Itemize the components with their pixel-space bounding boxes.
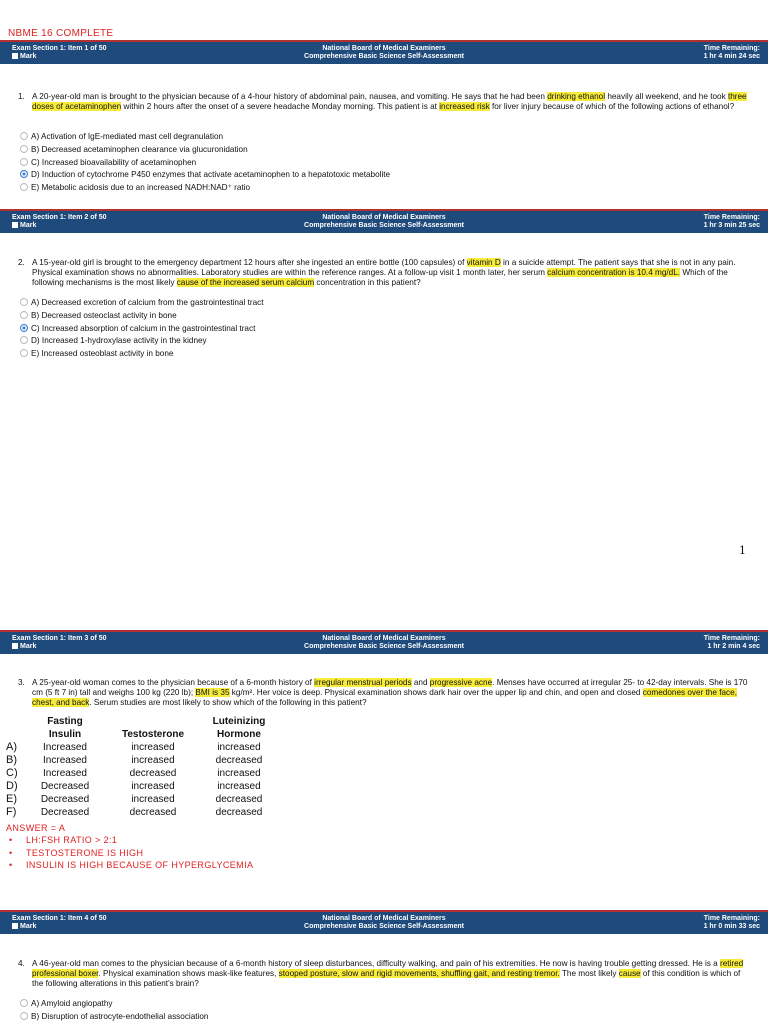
option-label: B) <box>6 754 17 766</box>
table-cell: Increased <box>43 755 87 766</box>
table-cell: Decreased <box>40 794 90 805</box>
answer-option[interactable]: B) Decreased acetaminophen clearance via glucuronidation <box>20 144 390 157</box>
table-row[interactable] <box>6 741 280 754</box>
time-remaining-value: 1 hr 4 min 24 sec <box>703 53 760 60</box>
highlight: BMI is 35 <box>195 688 230 697</box>
column-header: Luteinizing Hormone <box>212 716 266 740</box>
answer-option[interactable]: B) Decreased osteoclast activity in bone <box>20 310 264 323</box>
question-stem <box>18 678 748 708</box>
highlight: comedones over the face, chest, and back <box>32 688 737 707</box>
question-number: 2. <box>18 258 25 267</box>
question-stem <box>18 92 748 112</box>
board-name: National Board of Medical Examiners <box>322 45 446 52</box>
radio-icon[interactable] <box>20 132 28 140</box>
table-cell: increased <box>217 768 261 779</box>
radio-icon[interactable] <box>20 311 28 319</box>
table-row[interactable] <box>6 806 280 819</box>
note-item: • TESTOSTERONE IS HIGH <box>9 848 144 858</box>
stem-text: A 20-year-old man is brought to the physician because of a 4-hour history of abdominal pain, nausea, and vomiting. He says that he had been <box>32 92 548 101</box>
mark-button[interactable]: Mark <box>12 643 36 650</box>
radio-selected-icon[interactable] <box>20 324 28 332</box>
table-cell: decreased <box>215 807 263 818</box>
highlight: cause <box>618 969 641 978</box>
time-remaining-label: Time Remaining: <box>703 214 760 221</box>
bullet-icon: • <box>9 860 13 870</box>
stem-text: A 15-year-old girl is brought to the emergency department 12 hours after she ingested an entire bottle (100 capsules) of <box>32 258 467 267</box>
table-cell: Decreased <box>40 807 90 818</box>
bullet-icon: • <box>9 835 13 845</box>
stem-text: A 25-year-old woman comes to the physician because of a 6-month history of <box>32 678 315 687</box>
highlight: stooped posture, slow and rigid movements, shuffling gait, and resting tremor. <box>278 969 560 978</box>
stem-text: . Serum studies are most likely to show which of the following in this patient? <box>89 698 367 707</box>
answer-options <box>20 998 209 1024</box>
radio-icon[interactable] <box>20 336 28 344</box>
mark-button[interactable]: Mark <box>12 222 36 229</box>
column-header: Testosterone <box>121 729 185 740</box>
table-cell: Increased <box>43 742 87 753</box>
table-header-row <box>6 715 280 741</box>
table-cell: increased <box>217 781 261 792</box>
mark-button[interactable]: Mark <box>12 923 36 930</box>
time-remaining-value: 1 hr 3 min 25 sec <box>703 222 760 229</box>
radio-icon[interactable] <box>20 349 28 357</box>
stem-text: kg/m². Her voice is deep. Physical examination shows dark hair over the upper lip and chin, and open and closed <box>229 688 643 697</box>
option-label: E) <box>6 793 17 805</box>
table-row[interactable] <box>6 793 280 806</box>
page-number: 1 <box>739 544 746 557</box>
question-number: 4. <box>18 959 25 968</box>
answer-option[interactable]: A) Activation of IgE-mediated mast cell degranulation <box>20 131 390 144</box>
radio-icon[interactable] <box>20 183 28 191</box>
radio-icon[interactable] <box>20 1012 28 1020</box>
answer-option-selected[interactable]: D) Induction of cytochrome P450 enzymes that activate acetaminophen to a hepatotoxic metabolite <box>20 169 390 182</box>
highlight: retired professional boxer <box>32 959 744 978</box>
highlight: irregular menstrual periods <box>314 678 412 687</box>
board-name: National Board of Medical Examiners <box>322 915 446 922</box>
option-label: F) <box>6 806 17 818</box>
mark-button[interactable]: Mark <box>12 53 36 60</box>
time-remaining-label: Time Remaining: <box>703 915 760 922</box>
radio-icon[interactable] <box>20 999 28 1007</box>
stem-text: The most likely <box>559 969 619 978</box>
answer-table <box>6 715 280 819</box>
answer-option[interactable]: A) Amyloid angiopathy <box>20 998 209 1011</box>
radio-icon[interactable] <box>20 298 28 306</box>
table-row[interactable] <box>6 767 280 780</box>
exam-header-bar <box>0 209 768 233</box>
note-item: • LH:FSH RATIO > 2:1 <box>9 835 118 845</box>
stem-text: A 46-year-old man comes to the physician because of a 6-month history of sleep disturbances, difficulty walking, and pain of his extremities. He now is having trouble getting dressed. He is a <box>32 959 720 968</box>
table-cell: decreased <box>129 807 177 818</box>
board-name: National Board of Medical Examiners <box>322 214 446 221</box>
bullet-icon: • <box>9 848 13 858</box>
question-stem <box>18 959 748 989</box>
note-item: • INSULIN IS HIGH BECAUSE OF HYPERGLYCEMIA <box>9 860 254 870</box>
table-cell: increased <box>131 755 175 766</box>
radio-icon[interactable] <box>20 158 28 166</box>
stem-text: of this condition is which of the following alterations in this patient's brain? <box>32 969 741 988</box>
board-name: National Board of Medical Examiners <box>322 635 446 642</box>
option-label: C) <box>6 767 18 779</box>
stem-text: . Menses have occurred at irregular 25- to 42-day intervals. She is 170 cm (5 ft 7 in) tall and weighs 100 kg (220 lb); <box>32 678 748 697</box>
highlight: progressive acne <box>429 678 493 687</box>
stem-text: in a suicide attempt. The patient says that she is not in any pain. Physical examination shows no abnormalities. Laboratory studies are within the reference ranges. At a follow-up visit 1 month later, her serum <box>32 258 736 277</box>
stem-text: within 2 hours after the onset of a severe headache Monday morning. This patient is at <box>121 102 440 111</box>
time-remaining-value: 1 hr 2 min 4 sec <box>707 643 760 650</box>
time-remaining-label: Time Remaining: <box>703 45 760 52</box>
stem-text: . Physical examination shows mask-like features, <box>98 969 279 978</box>
exam-header-bar <box>0 630 768 654</box>
table-cell: increased <box>131 781 175 792</box>
time-remaining-label: Time Remaining: <box>703 635 760 642</box>
question-stem <box>18 258 748 288</box>
stem-text: heavily all weekend, and he took <box>605 92 728 101</box>
exam-name: Comprehensive Basic Science Self-Assessment <box>304 222 464 229</box>
table-cell: Decreased <box>40 781 90 792</box>
table-cell: decreased <box>129 768 177 779</box>
answer-note: ANSWER = A <box>6 823 66 833</box>
exam-header-bar <box>0 40 768 64</box>
exam-name: Comprehensive Basic Science Self-Assessment <box>304 643 464 650</box>
highlight: cause of the increased serum calcium <box>176 278 315 287</box>
time-remaining-value: 1 hr 0 min 33 sec <box>703 923 760 930</box>
answer-option[interactable]: C) Increased bioavailability of acetaminophen <box>20 157 390 170</box>
radio-selected-icon[interactable] <box>20 170 28 178</box>
item-counter: Exam Section 1: Item 1 of 50 <box>12 45 107 52</box>
table-cell: decreased <box>215 794 263 805</box>
option-label: A) <box>6 741 17 753</box>
table-cell: Increased <box>43 768 87 779</box>
question-number: 3. <box>18 678 25 687</box>
question-number: 1. <box>18 92 25 101</box>
answer-option[interactable]: E) Increased osteoblast activity in bone <box>20 348 264 361</box>
exam-header-bar <box>0 910 768 934</box>
option-label: D) <box>6 780 18 792</box>
answer-option[interactable]: B) Disruption of astrocyte-endothelial association <box>20 1011 209 1024</box>
answer-options <box>20 297 264 361</box>
highlight: calcium concentration is 10.4 mg/dL. <box>547 268 681 277</box>
answer-options <box>20 131 390 195</box>
radio-icon[interactable] <box>20 145 28 153</box>
table-row[interactable] <box>6 780 280 793</box>
exam-name: Comprehensive Basic Science Self-Assessment <box>304 53 464 60</box>
answer-option[interactable]: E) Metabolic acidosis due to an increased NADH:NAD⁺ ratio <box>20 182 390 195</box>
stem-text: and <box>411 678 430 687</box>
highlight: vitamin D <box>466 258 501 267</box>
answer-option[interactable]: D) Increased 1-hydroxylase activity in the kidney <box>20 335 264 348</box>
table-cell: increased <box>217 742 261 753</box>
highlight: increased risk <box>439 102 490 111</box>
column-header: Fasting Insulin <box>47 716 83 740</box>
item-counter: Exam Section 1: Item 2 of 50 <box>12 214 107 221</box>
table-row[interactable] <box>6 754 280 767</box>
document-title: NBME 16 COMPLETE <box>8 28 114 39</box>
stem-text: for liver injury because of which of the following actions of ethanol? <box>489 102 735 111</box>
answer-option-selected[interactable]: C) Increased absorption of calcium in the gastrointestinal tract <box>20 323 264 336</box>
highlight: drinking ethanol <box>547 92 606 101</box>
table-cell: increased <box>131 794 175 805</box>
stem-text: concentration in this patient? <box>314 278 421 287</box>
highlight: three doses of acetaminophen <box>32 92 747 111</box>
stem-text: Which of the following mechanisms is the most likely <box>32 268 728 287</box>
exam-name: Comprehensive Basic Science Self-Assessment <box>304 923 464 930</box>
item-counter: Exam Section 1: Item 4 of 50 <box>12 915 107 922</box>
answer-option[interactable]: A) Decreased excretion of calcium from the gastrointestinal tract <box>20 297 264 310</box>
table-cell: increased <box>131 742 175 753</box>
table-cell: decreased <box>215 755 263 766</box>
item-counter: Exam Section 1: Item 3 of 50 <box>12 635 107 642</box>
